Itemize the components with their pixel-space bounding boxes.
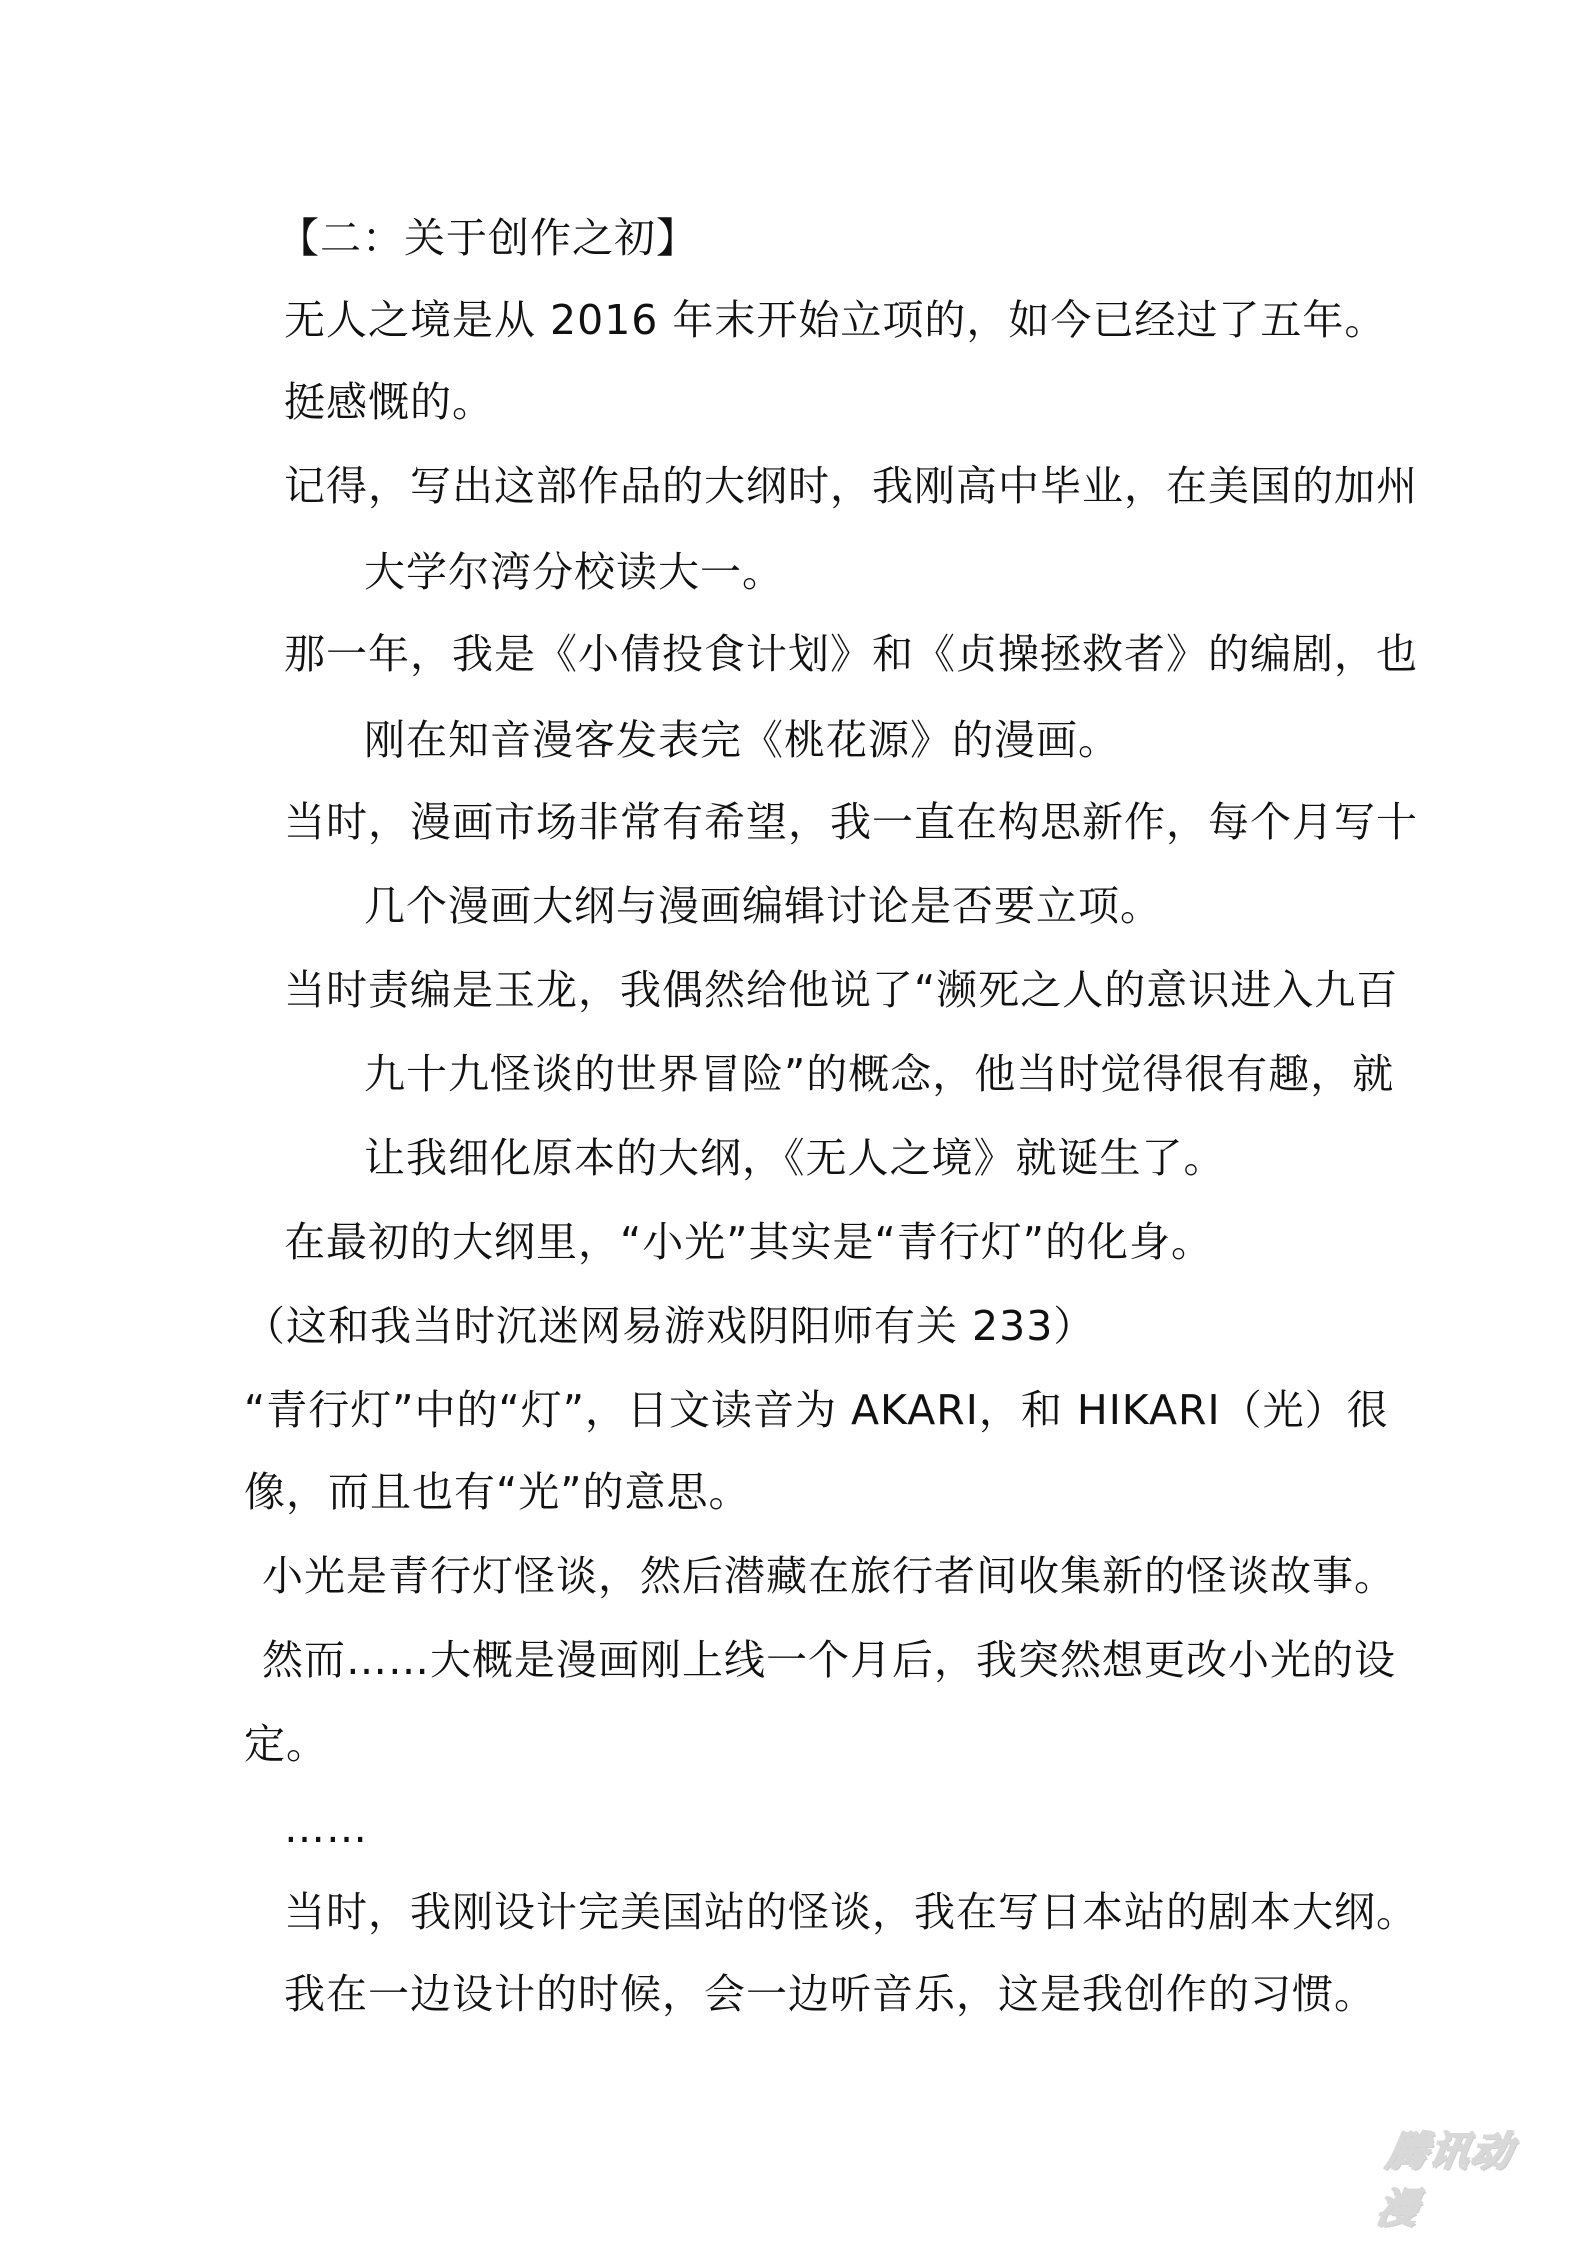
watermark-logo [1373,2129,1541,2232]
paragraph-line: 小光是青行灯怪谈，然后潜藏在旅行者间收集新的怪谈故事。 [262,1552,1396,1600]
paragraph-line: 九十九怪谈的世界冒险”的概念，他当时觉得很有趣，就 [364,1050,1395,1098]
paragraph-line: 无人之境是从 2016 年末开始立项的，如今已经过了五年。 [284,296,1387,344]
section-heading: 【二：关于创作之初】 [278,214,698,262]
paragraph-line: 几个漫画大纲与漫画编辑讨论是否要立项。 [364,882,1162,930]
paragraph-line: 让我细化原本的大纲，《无人之境》就诞生了。 [364,1134,1226,1182]
paragraph-line: 当时责编是玉龙，我偶然给他说了“濒死之人的意识进入九百 [284,966,1399,1014]
paragraph-line: 刚在知音漫客发表完《桃花源》的漫画。 [364,716,1120,764]
paragraph-line: 当时，漫画市场非常有希望，我一直在构思新作，每个月写十 [284,798,1418,846]
ellipsis-line: …… [284,1804,368,1852]
paragraph-line: 记得，写出这部作品的大纲时，我刚高中毕业，在美国的加州 [284,462,1418,510]
paragraph-line: 然而……大概是漫画刚上线一个月后，我突然想更改小光的设 [262,1636,1396,1684]
paragraph-line: 定。 [244,1720,328,1768]
paragraph-line: 当时，我刚设计完美国站的怪谈，我在写日本站的剧本大纲。 [284,1888,1418,1936]
paragraph-line: “青行灯”中的“灯”，日文读音为 AKARI，和 HIKARI（光）很 [244,1386,1389,1434]
paragraph-line: （这和我当时沉迷网易游戏阴阳师有关 233） [244,1302,1096,1350]
paragraph-line: 挺感慨的。 [284,378,494,426]
paragraph-line: 我在一边设计的时候，会一边听音乐，这是我创作的习惯。 [284,1970,1376,2018]
paragraph-line: 像，而且也有“光”的意思。 [244,1468,751,1516]
paragraph-line: 大学尔湾分校读大一。 [364,548,784,596]
watermark-text: 腾讯动漫 [1373,2129,1518,2232]
paragraph-line: 在最初的大纲里，“小光”其实是“青行灯”的化身。 [284,1218,1213,1266]
paragraph-line: 那一年，我是《小倩投食计划》和《贞操拯救者》的编剧，也 [284,630,1418,678]
